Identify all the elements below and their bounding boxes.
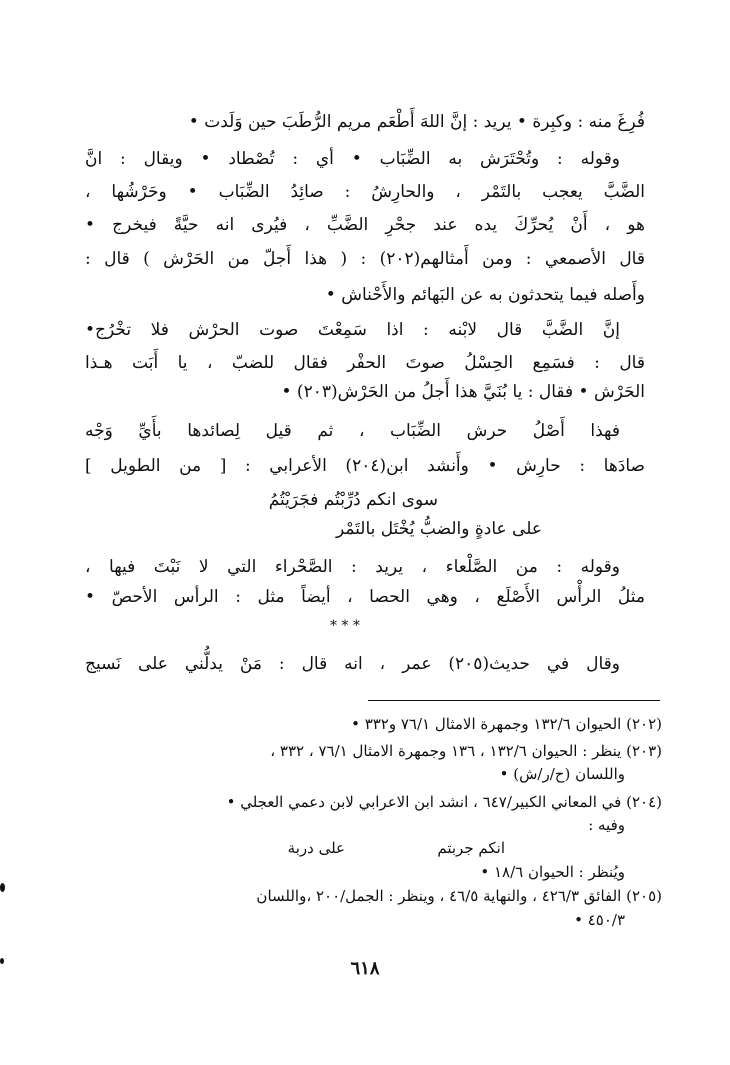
footnote-verse-part2: على دربة [287,839,345,857]
body-line-11: صادَها : حارِش • وأَنشد ابن(٢٠٤) الأعرابي : [ من الطويل ] [85,456,645,476]
body-line-14: وقال في حديث(٢٠٥) عمر ، انه قال : مَنْ يدلُّني على نَسيج [85,654,620,674]
footnote-204-ref: ويُنظر : الحيوان ١٨/٦ • [480,863,625,881]
body-line-4: هو ، أَنْ يُحرِّكَ يده عند جحْرِ الضَّبِّ ، فيُرى انه حيَّةً فيخرج • [85,215,645,235]
scan-mark [0,958,4,964]
footnote-204: (٢٠٤) في المعاني الكبير/٦٤٧ ، انشد ابن الاعرابي لابن دعمي العجلي • [226,793,662,811]
page-number: ٦١٨ [350,958,380,979]
verse-line-2: على عادةٍ والضبُّ يُخْتَل بالتَمْر [335,519,542,539]
section-separator: * * * [330,618,360,634]
body-line-6: وأَصله فيما يتحدثون به عن البَهائم والأَحْناش • [325,285,645,305]
footnote-205: (٢٠٥) الفائق ٤٢٦/٣ ، والنهاية ٤٦/٥ ، وينظر : الجمل/٢٠٠ ،واللسان [256,887,662,905]
body-line-8: قال : فسَمِع الحِسْلُ صوتَ الحفْر فقال للضبّ ، يا أَبَت هـذا [85,353,645,373]
footnote-202: (٢٠٢) الحيوان ١٣٢/٦ وجمهرة الامثال ٧٦/١ و٣٣٢ • [351,715,662,733]
body-line-9: الحَرْش • فقال : يا بُنَيَّ هذا أَجلُ من الحَرْش(٢٠٣) • [281,382,645,402]
body-line-10: فهذا أَصْلُ حرش الضِّبَاب ، ثم قيل لِصائدها بأَيِّ وَجْه [85,421,620,441]
body-line-1: فُرِغَ منه : وكبِرة • يريد : إنَّ اللهَ أَطْعَم مريم الرُّطَبَ حين وَلَدت • [188,112,645,132]
footnote-verse-part1: انكم جربتم [437,839,505,857]
footnote-203-cont: واللسان (ح/ر/ش) • [499,765,625,783]
body-line-5: قال الأصمعي : ومن أَمثالهم(٢٠٢) : ( هذا أَجلّ من الحَرْش ) قال : [85,249,645,269]
body-line-7: إنَّ الضَّبَّ قال لابْنه : اذا سَمِعْتَ صوت الحرْش فلا تخْرُج• [85,320,620,340]
body-line-13: مثلُ الرأْس الأَصْلَع ، وهي الحصا ، أيضاً مثل : الرأس الأحصّ • [85,587,645,607]
footnote-divider [368,700,660,701]
body-line-2: وقوله : وتُحْتَرَش به الضِّبَاب • أي : تُصْطاد • ويقال : انَّ [85,149,620,169]
footnote-203: (٢٠٣) ينظر : الحيوان ١٣٢/٦ ، ١٣٦ وجمهرة الامثال ٧٦/١ ، ٣٣٢ ، [270,742,662,760]
body-line-3: الضَّبَّ يعجب بالتَمْر ، والحارِشُ : صائِدُ الضِّبَاب • وحَرْشُها ، [85,182,645,202]
body-line-12: وقوله : من الصَّلْعاء ، يريد : الصَّحْراء التي لا نَبْتَ فيها ، [85,557,620,577]
scan-mark [0,883,5,892]
footnote-205-cont: ٤٥٠/٣ • [574,911,625,929]
verse-line-1: سوى انكم دُرِّبْتُم فجَرَيْتُمُ [268,490,438,510]
footnote-204-cont: وفيه : [588,816,625,834]
